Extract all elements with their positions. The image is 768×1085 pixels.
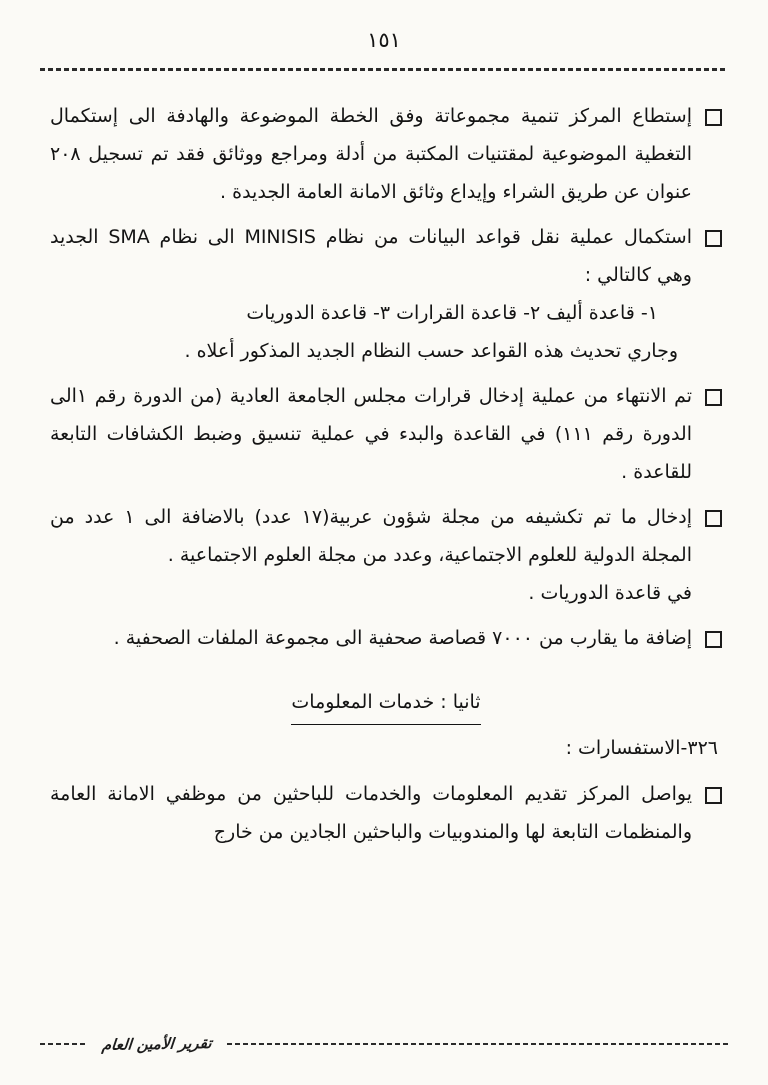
bullet-item xyxy=(50,218,722,370)
section-number: ٣٢٦-الاستفسارات : xyxy=(565,737,718,759)
section-heading-wrap xyxy=(50,683,722,725)
document-body xyxy=(40,97,728,851)
footer-handwritten-note: تقرير الأمين العام xyxy=(101,1034,213,1054)
bullet-text xyxy=(50,218,692,370)
bullet-text-line: استكمال عملية نقل قواعد البيانات من نظام MINISIS الى نظام SMA الجديد وهي كالتالي : xyxy=(50,226,693,286)
bullet-item xyxy=(50,619,722,657)
footer-divider-row xyxy=(40,1035,728,1053)
bullet-text: إستطاع المركز تنمية مجموعاتة وفق الخطة الموضوعة والهادفة الى إستكمال التغطية الموضوعية لمقتنيات المكتبة من أدلة ومراجع ووثائق فقد تم تسجيل ٢٠٨ عنوان عن طريق الشراء وإيداع وثائق الامانة العامة الجديدة . xyxy=(50,105,692,203)
bullet-text xyxy=(50,498,692,612)
bullet-sub-line: ١- قاعدة أليف ٢- قاعدة القرارات ٣- قاعدة الدوريات xyxy=(246,302,658,324)
footer-dash-left xyxy=(40,1043,86,1045)
bullet-text: إضافة ما يقارب من ٧٠٠٠ قصاصة صحفية الى مجموعة الملفات الصحفية . xyxy=(113,627,692,649)
square-bullet-icon xyxy=(705,631,722,648)
bullet-text: تم الانتهاء من عملية إدخال قرارات مجلس الجامعة العادية (من الدورة رقم ١الى الدورة رقم ١١١) في القاعدة والبدء في عملية تنسيق وضبط الكشافات التابعة للقاعدة . xyxy=(50,385,692,483)
bullet-text: يواصل المركز تقديم المعلومات والخدمات للباحثين من موظفي الامانة العامة والمنظمات التابعة لها والمندوبيات والباحثين الجادين من خارج xyxy=(50,783,692,843)
section-heading: ثانيا : خدمات المعلومات xyxy=(291,683,480,725)
bullet-sub-line: في قاعدة الدوريات . xyxy=(528,582,692,604)
square-bullet-icon xyxy=(705,109,722,126)
bullet-text-line: إدخال ما تم تكشيفه من مجلة شؤون عربية(١٧ عدد) بالاضافة الى ١ عدد من المجلة الدولية للعلوم الاجتماعية، وعدد من مجلة العلوم الاجتماعية . xyxy=(50,506,692,566)
bullet-item xyxy=(50,498,722,612)
bullet-sub-line: وجاري تحديث هذه القواعد حسب النظام الجديد المذكور أعلاه . xyxy=(184,340,678,362)
bullet-item xyxy=(50,377,722,491)
page-number: ١٥١ xyxy=(367,28,401,52)
square-bullet-icon xyxy=(705,230,722,247)
top-divider xyxy=(40,68,728,71)
footer-dash-right xyxy=(227,1043,728,1045)
square-bullet-icon xyxy=(705,787,722,804)
bullet-item xyxy=(50,97,722,211)
square-bullet-icon xyxy=(705,389,722,406)
square-bullet-icon xyxy=(705,510,722,527)
bullet-item xyxy=(50,775,722,851)
